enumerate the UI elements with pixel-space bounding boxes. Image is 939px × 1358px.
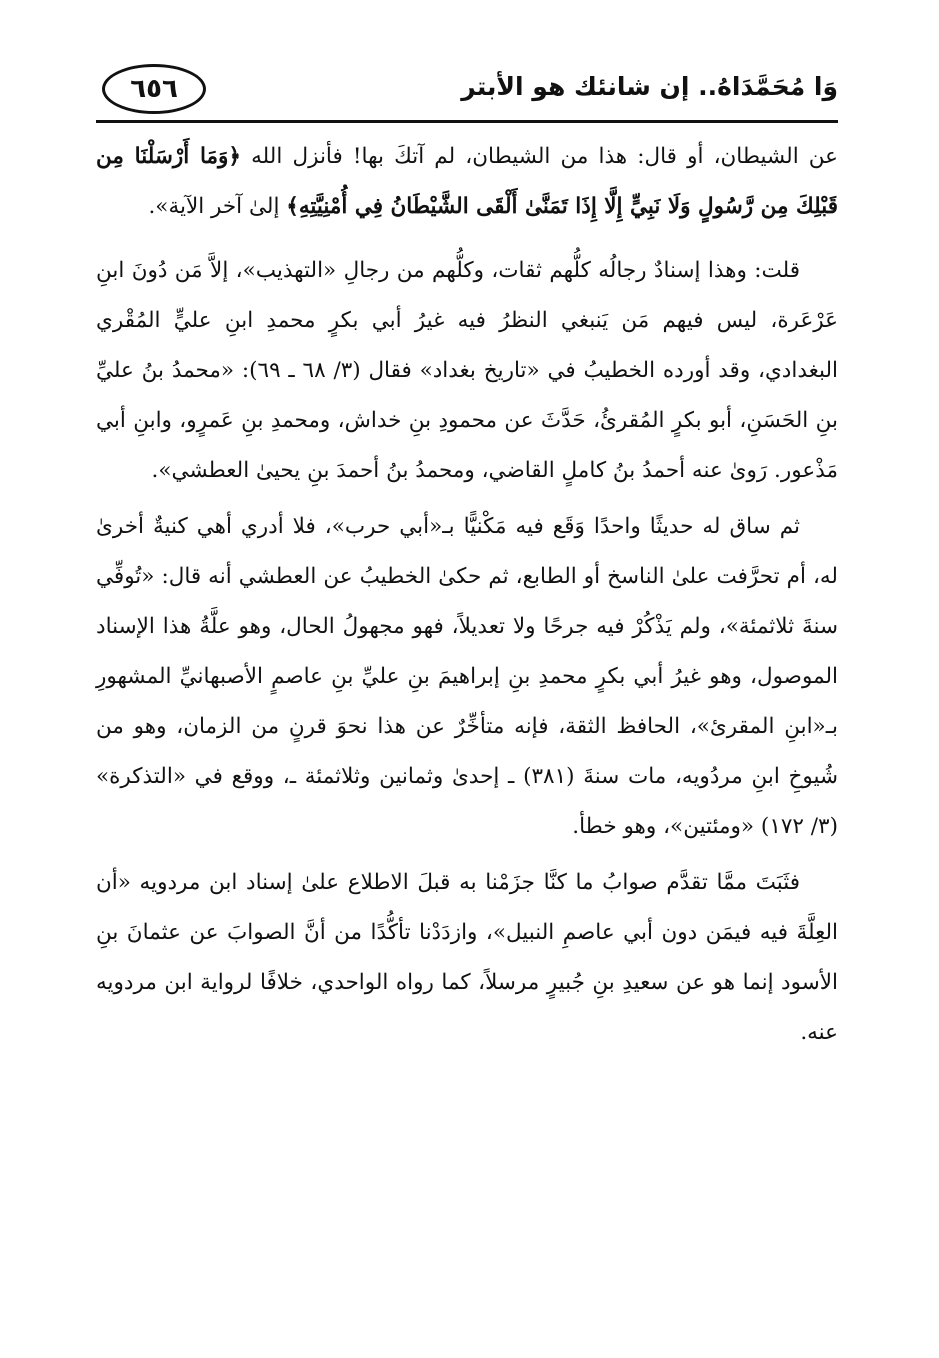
page-number-badge: ٦٥٦ <box>102 64 206 114</box>
paragraph-1 <box>96 132 838 232</box>
header-divider <box>96 120 838 123</box>
paragraph-4: فثَبَتَ ممَّا تقدَّم صوابُ ما كنَّا جزَمْنا به قبلَ الاطلاع علىٰ إسناد ابن مردويه «أن العِلَّةَ فيه فيمَن دون أبي عاصمِ النبيل»، وازدَدْنا تأكُّدًا من أنَّ الصوابَ عن عثمانَ بنِ الأسود إنما هو عن سعيدِ بنِ جُبيرٍ مرسلاً، كما رواه الواحدي، خلافًا لرواية ابن مردويه عنه. <box>96 870 838 1045</box>
paragraph-3: ثم ساق له حديثًا واحدًا وَقَع فيه مَكْنيًّا بـ«أبي حرب»، فلا أدري أهي كنيةٌ أخرىٰ له، أم تحرَّفت علىٰ الناسخ أو الطابع، ثم حكىٰ الخطيبُ عن العطشي أنه قال: «تُوفِّي سنةَ ثلاثمئة»، ولم يَذْكُرْ فيه جرحًا ولا تعديلاً، فهو مجهولُ الحال، وهو علَّةُ هذا الإسناد الموصول، وهو غيرُ أبي بكرٍ محمدِ بنِ إبراهيمَ بنِ عليِّ بنِ عاصمٍ الأصبهانيِّ المشهورِ بـ«ابنِ المقرئ»، الحافظ الثقة، فإنه متأخِّرٌ عن هذا نحوَ قرنٍ من الزمان، وهو من شُيوخِ ابنِ مردُويه، مات سنةَ (٣٨١) ـ إحدىٰ وثمانين وثلاثمئة ـ، ووقع في «التذكرة» (٣/ ١٧٢) «ومئتين»، وهو خطأ. <box>96 514 839 839</box>
book-page <box>96 56 838 1058</box>
paragraph-1-text-before: عن الشيطان، أو قال: هذا من الشيطان، لم آتكَ بها! فأنزل الله <box>241 144 839 169</box>
page-header <box>96 56 838 122</box>
running-title: وَا مُحَمَّدَاهُ.. إن شانئك هو الأبتر <box>461 72 838 101</box>
paragraph-2: قلت: وهذا إسنادٌ رجالُه كلُّهم ثقات، وكلُّهم من رجالِ «التهذيب»، إلاَّ مَن دُونَ ابنِ عَرْعَرة، ليس فيهم مَن يَنبغي النظرُ فيه غيرُ أبي بكرٍ محمدِ ابنِ عليٍّ المُقْري البغدادي، وقد أورده الخطيبُ في «تاريخ بغداد» فقال (٣/ ٦٨ ـ ٦٩): «محمدُ بنُ عليِّ بنِ الحَسَنِ، أبو بكرٍ المُقرئُ، حَدَّثَ عن محمودِ بنِ خداش، ومحمدِ بنِ عَمرٍو، وابنِ أبي مَذْعور. رَوىٰ عنه أحمدُ بنُ كاملٍ القاضي، ومحمدُ بنُ أحمدَ بنِ يحيىٰ العطشي». <box>96 258 838 483</box>
paragraph-1-text-after: إلىٰ آخر الآية». <box>148 194 287 219</box>
quran-verse: ﴿وَمَا أَرْسَلْنَا مِن قَبْلِكَ مِن رَّسُولٍ وَلَا نَبِيٍّ إِلَّا إِذَا تَمَنَّىٰ أَلْقَى الشَّيْطَانُ فِي أُمْنِيَّتِهِ﴾ <box>96 144 838 219</box>
